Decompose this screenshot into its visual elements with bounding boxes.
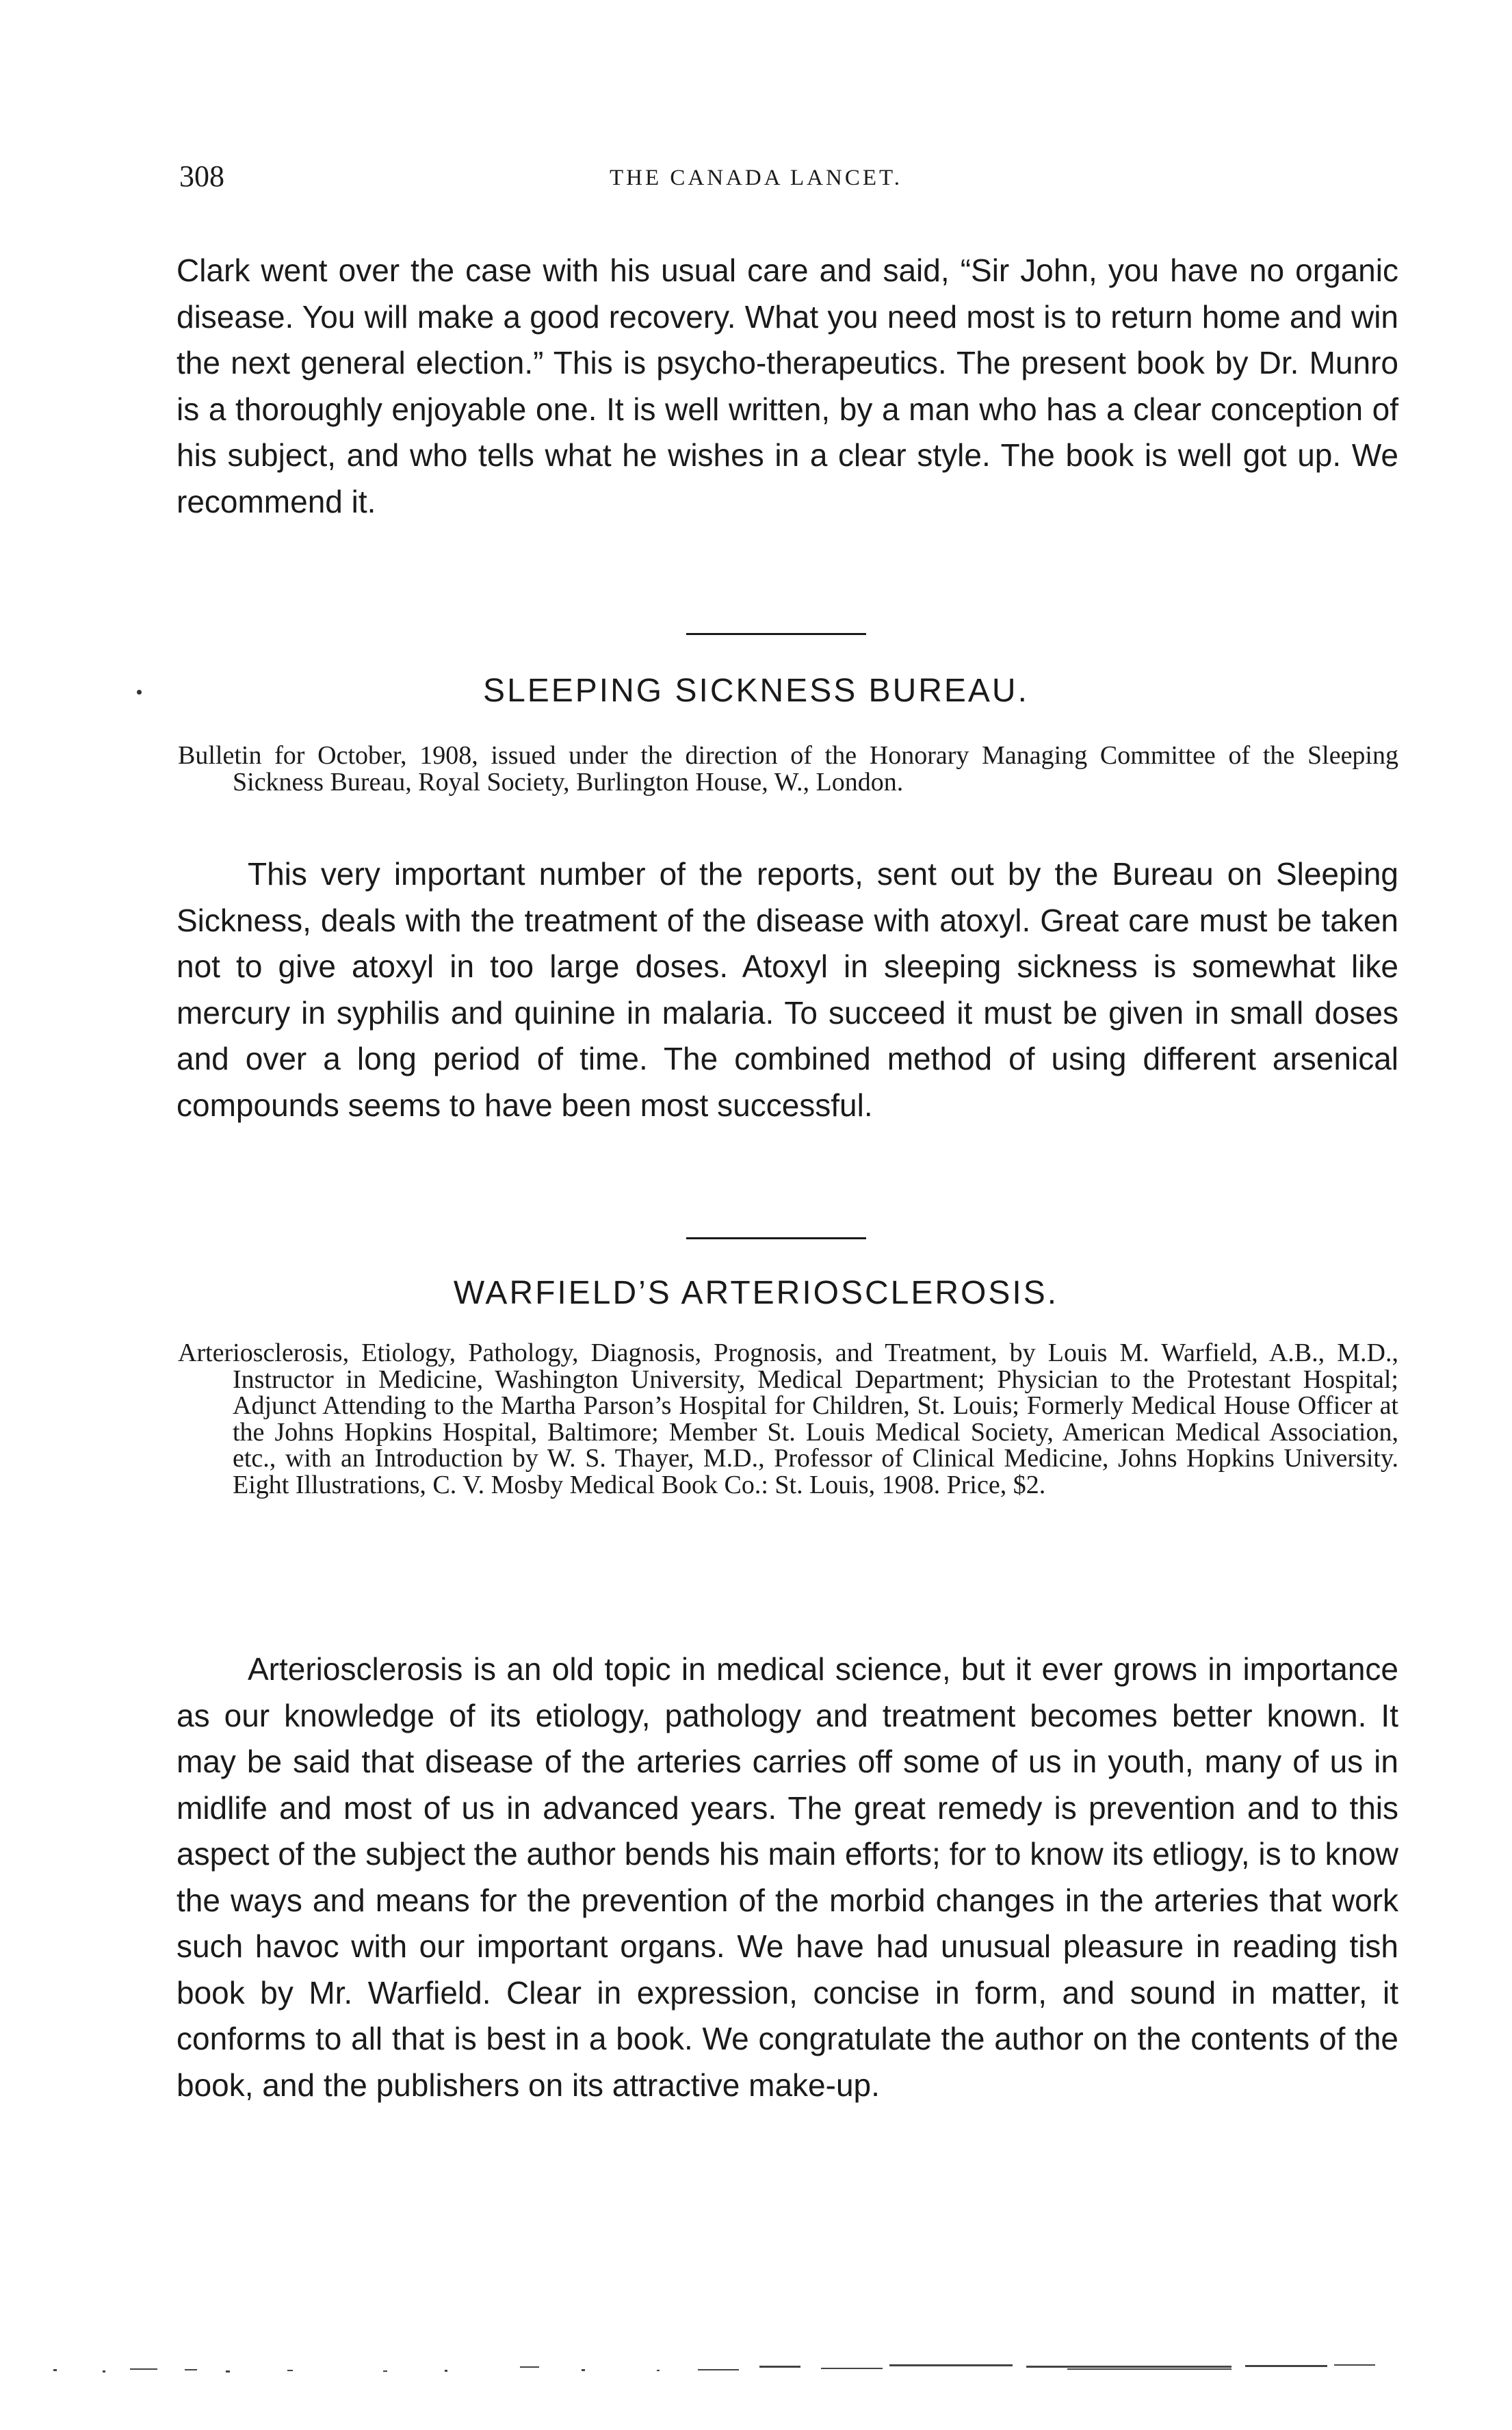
section-divider	[686, 633, 866, 635]
review-sleeping-sickness: This very important number of the reports, sent out by the Bureau on Sleeping Sickness, deals with the treatment of the disease with atoxyl. Great care must be taken not to give atoxyl in too large doses. Atoxyl in sleeping sickness is somewhat like mercury in syphilis and quinine in malaria. To succeed it must be given in small doses and over a long period of time. The combined method of using different arsenical compounds seems to have been most successful.	[177, 856, 1398, 1123]
review-arteriosclerosis: Arteriosclerosis is an old topic in medical science, but it ever grows in importance as our knowledge of its etiology, pathology and treatment becomes better known. It may be said that disease of the arteries carries off some of us in youth, many of us in midlife and most of us in advanced years. The great remedy is prevention and to this aspect of the subject the author bends his main efforts; for to know its etliogy, is to know the ways and means for the prevention of the morbid changes in the arteries that work such havoc with our important organs. We have had unusual pleasure in reading tish book by Mr. Warfield. Clear in expression, concise in form, and sound in matter, it conforms to all that is best in a book. We congratulate the author on the contents of the book, and the publishers on its attractive make-up.	[177, 1651, 1398, 2103]
running-title: THE CANADA LANCET.	[610, 166, 902, 190]
scan-edge-artifact	[0, 2354, 1512, 2381]
page-number: 308	[179, 159, 224, 193]
citation-arteriosclerosis: Arteriosclerosis, Etiology, Pathology, Diagnosis, Prognosis, and Treatment, by Louis M. Warfield, A.B., M.D., Instructor in Medicine, Washington University, Medical Department; Physician to the Protestant Hospital; Adjunct Attending to the Martha Parson’s Hospital for Children, St. Louis; Formerly Medical House Officer at the Johns Hopkins Hospital, Baltimore; Member St. Louis Medical Society, American Medical Association, etc., with an Introduction by W. S. Thayer, M.D., Professor of Clinical Medicine, Johns Hopkins University. Eight Illustrations, C. V. Mosby Medical Book Co.: St. Louis, 1908. Price, $2.	[178, 1339, 1398, 1499]
section-heading-sleeping-sickness: SLEEPING SICKNESS BUREAU.	[483, 673, 1029, 709]
intro-paragraph: Clark went over the case with his usual care and said, “Sir John, you have no organic disease. You will make a good recovery. What you need most is to return home and win the next general election.” This is psycho-therapeutics. The present book by Dr. Munro is a thoroughly enjoyable one. It is well written, by a man who has a clear conception of his subject, and who tells what he wishes in a clear style. The book is well got up. We recommend it.	[177, 253, 1398, 519]
citation-sleeping-sickness: Bulletin for October, 1908, issued under the direction of the Honorary Managing Committee of the Sleeping Sickness Bureau, Royal Society, Burlington House, W., London.	[178, 741, 1398, 797]
section-divider	[686, 1237, 866, 1239]
section-heading-arteriosclerosis: WARFIELD’S ARTERIOSCLEROSIS.	[453, 1275, 1059, 1311]
